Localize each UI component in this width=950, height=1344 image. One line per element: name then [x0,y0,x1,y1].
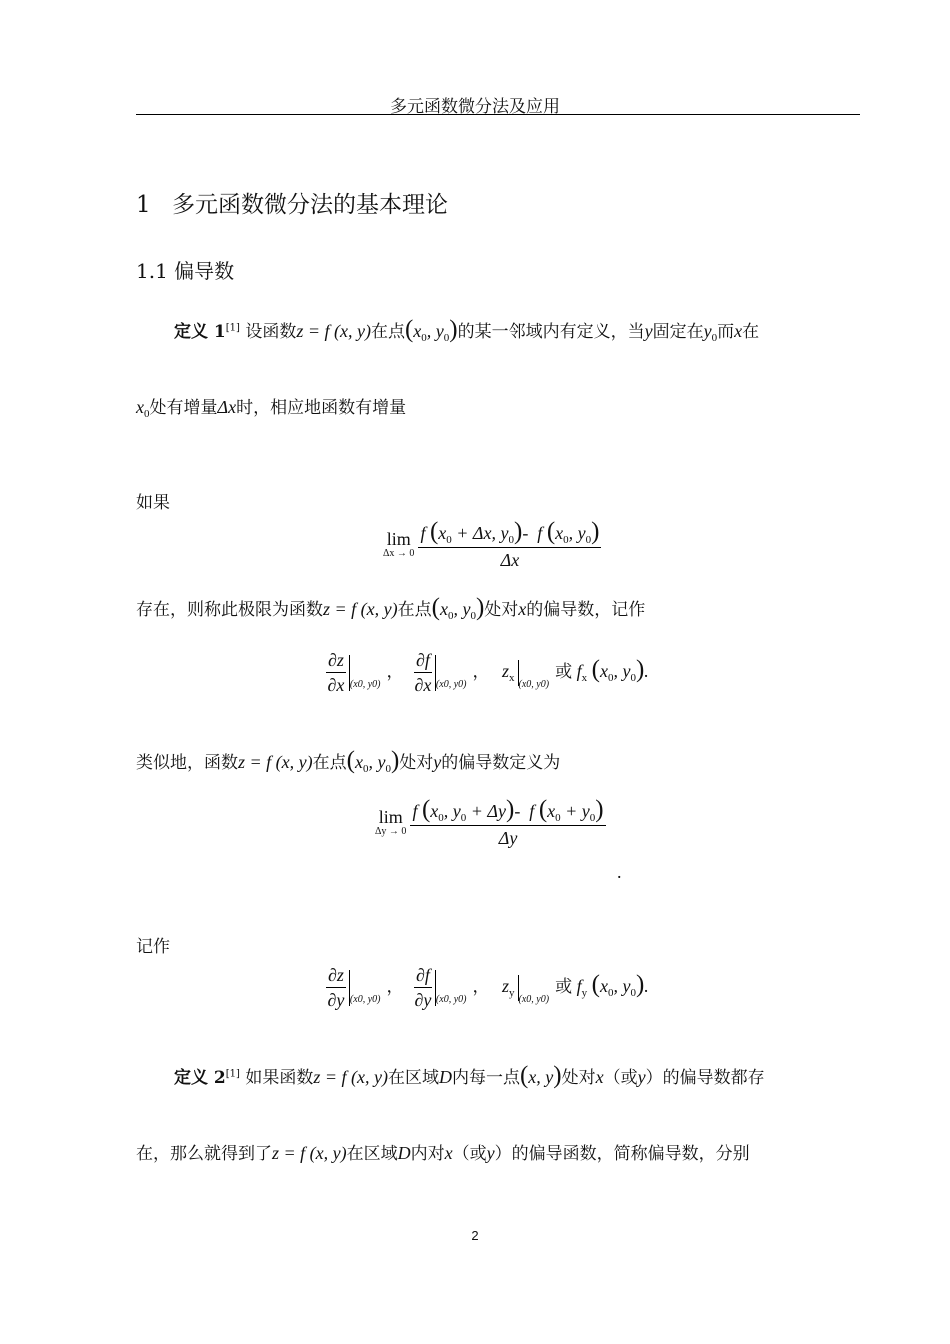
formula-z-fxy: z = f (x, y) [296,321,371,341]
section-title: 多元函数微分法的基本理论 [172,192,448,218]
limit-formula-x: lim Δx → 0 $\frac{f (x_0 + \Delta x, y_0)- f (x_0, y_0)}{\Delta x}$ [383,518,600,570]
header-rule [136,114,860,115]
formula-period: . [617,862,622,882]
def1-ref: [1] [225,322,240,334]
def2-label: 定义 2 [174,1068,226,1088]
limit-formula-y: lim Δy → 0 $\frac{f (x_0, y_0 + \Delta y)- f (x_0 + y_0)}{\Delta y}$ [375,796,604,848]
def2-ref: [1] [225,1068,240,1080]
section-number: 1 [136,192,151,218]
def1-label: 定义 1 [174,322,226,342]
running-header: 多元函数微分法及应用 [390,97,560,117]
formula-point: ($x_0$, $y_0$) [404,316,458,344]
notation-partial-y: $\frac{\partial z}{\partial y}$ (x0, y0)， $\frac{\partial f}{\partial y}$ (x0, y0)， $z_y(x0$, y0)或 $f_y$ ($x_0$, $y_0$). [327,965,649,1010]
para-jizuo: 记作 [136,937,170,957]
subsection-heading: 1.1 偏导数 [136,259,235,283]
para-cunzai: 存在，则称此极限为函数z = f (x, y)在点($x_0$, $y_0$)处对x的偏导数，记作 [136,594,646,622]
def2-line2: 在，那么就得到了z = f (x, y)在区域D内对x（或y）的偏导函数，简称偏导数，分别 [136,1143,750,1164]
def1-line1: 定义 1[1] 设函数z = f (x, y)在点($x_0$, $y_0$)的某一邻域内有定义，当y固定在$y_0$而x在 [174,316,760,344]
notation-partial-x: $\frac{\partial z}{\partial x}$ (x0, y0)， $\frac{\partial f}{\partial x}$ (x0, y0)， $z_x(x0$, y0)或 $f_x$ ($x_0$, $y_0$). [327,650,649,695]
section-heading [136,186,448,219]
def1-line2: $x_0$处有增量Δx时，相应地函数有增量 [136,397,407,420]
def2-line1: 定义 2[1] 如果函数z = f (x, y)在区域D内每一点(x, y)处对x（或y）的偏导数都存 [174,1062,765,1089]
para-ruguo: 如果 [136,493,170,513]
para-leisi: 类似地，函数z = f (x, y)在点($x_0$, $y_0$)处对y的偏导数定义为 [136,747,561,775]
page-number: 2 [471,1228,479,1243]
